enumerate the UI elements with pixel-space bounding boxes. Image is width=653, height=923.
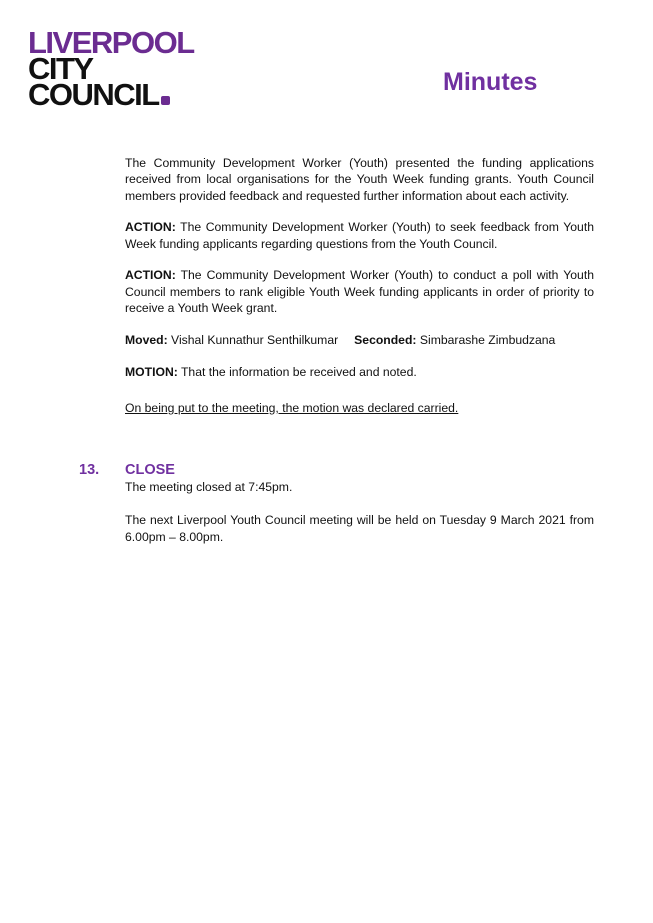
document-title: Minutes: [443, 68, 538, 96]
council-logo: [28, 25, 218, 112]
logo-line-3: [28, 77, 218, 112]
action-1-label: ACTION:: [125, 220, 176, 235]
close-heading: [79, 461, 594, 479]
action-2: [125, 267, 594, 316]
seconded: [354, 333, 555, 347]
moved-label: Moved:: [125, 332, 168, 347]
seconded-name: Simbarashe Zimbudzana: [416, 332, 556, 347]
motion: [125, 364, 594, 380]
logo-line-3-text: COUNCIL: [28, 77, 159, 112]
action-1-text: The Community Development Worker (Youth) to seek feedback from Youth Week funding applicants regarding questions from the Youth Council.: [125, 220, 594, 251]
action-1: [125, 219, 594, 252]
close-section: [79, 461, 594, 562]
seconded-label: Seconded:: [354, 332, 417, 347]
action-2-label: ACTION:: [125, 268, 176, 283]
moved-seconded-row: [125, 332, 594, 348]
minutes-item-body: [125, 155, 594, 416]
motion-text: That the information be received and noted.: [177, 364, 417, 379]
motion-carried-text: On being put to the meeting, the motion was declared carried.: [125, 400, 459, 415]
logo-line-2: CITY: [28, 51, 93, 86]
item-intro: The Community Development Worker (Youth) presented the funding applications received from local organisations for the Youth Week funding grants. Youth Council members provided feedback and requested further information about each activity.: [125, 156, 594, 203]
close-body: [125, 479, 594, 545]
action-2-text: The Community Development Worker (Youth) to conduct a poll with Youth Council members to rank eligible Youth Week funding applicants in order of priority to receive a Youth Week grant.: [125, 268, 594, 316]
logo-line-1: LIVERPOOL: [28, 25, 194, 60]
motion-label: MOTION:: [125, 364, 178, 379]
logo-dot-icon: [161, 96, 170, 105]
next-meeting-text: The next Liverpool Youth Council meeting will be held on Tuesday 9 March 2021 from 6.00pm – 8.00pm.: [125, 513, 594, 544]
meeting-closed-text: The meeting closed at 7:45pm.: [125, 480, 293, 494]
moved-name: Vishal Kunnathur Senthilkumar: [167, 332, 339, 347]
section-number: 13.: [79, 462, 100, 478]
section-title: CLOSE: [125, 462, 175, 478]
